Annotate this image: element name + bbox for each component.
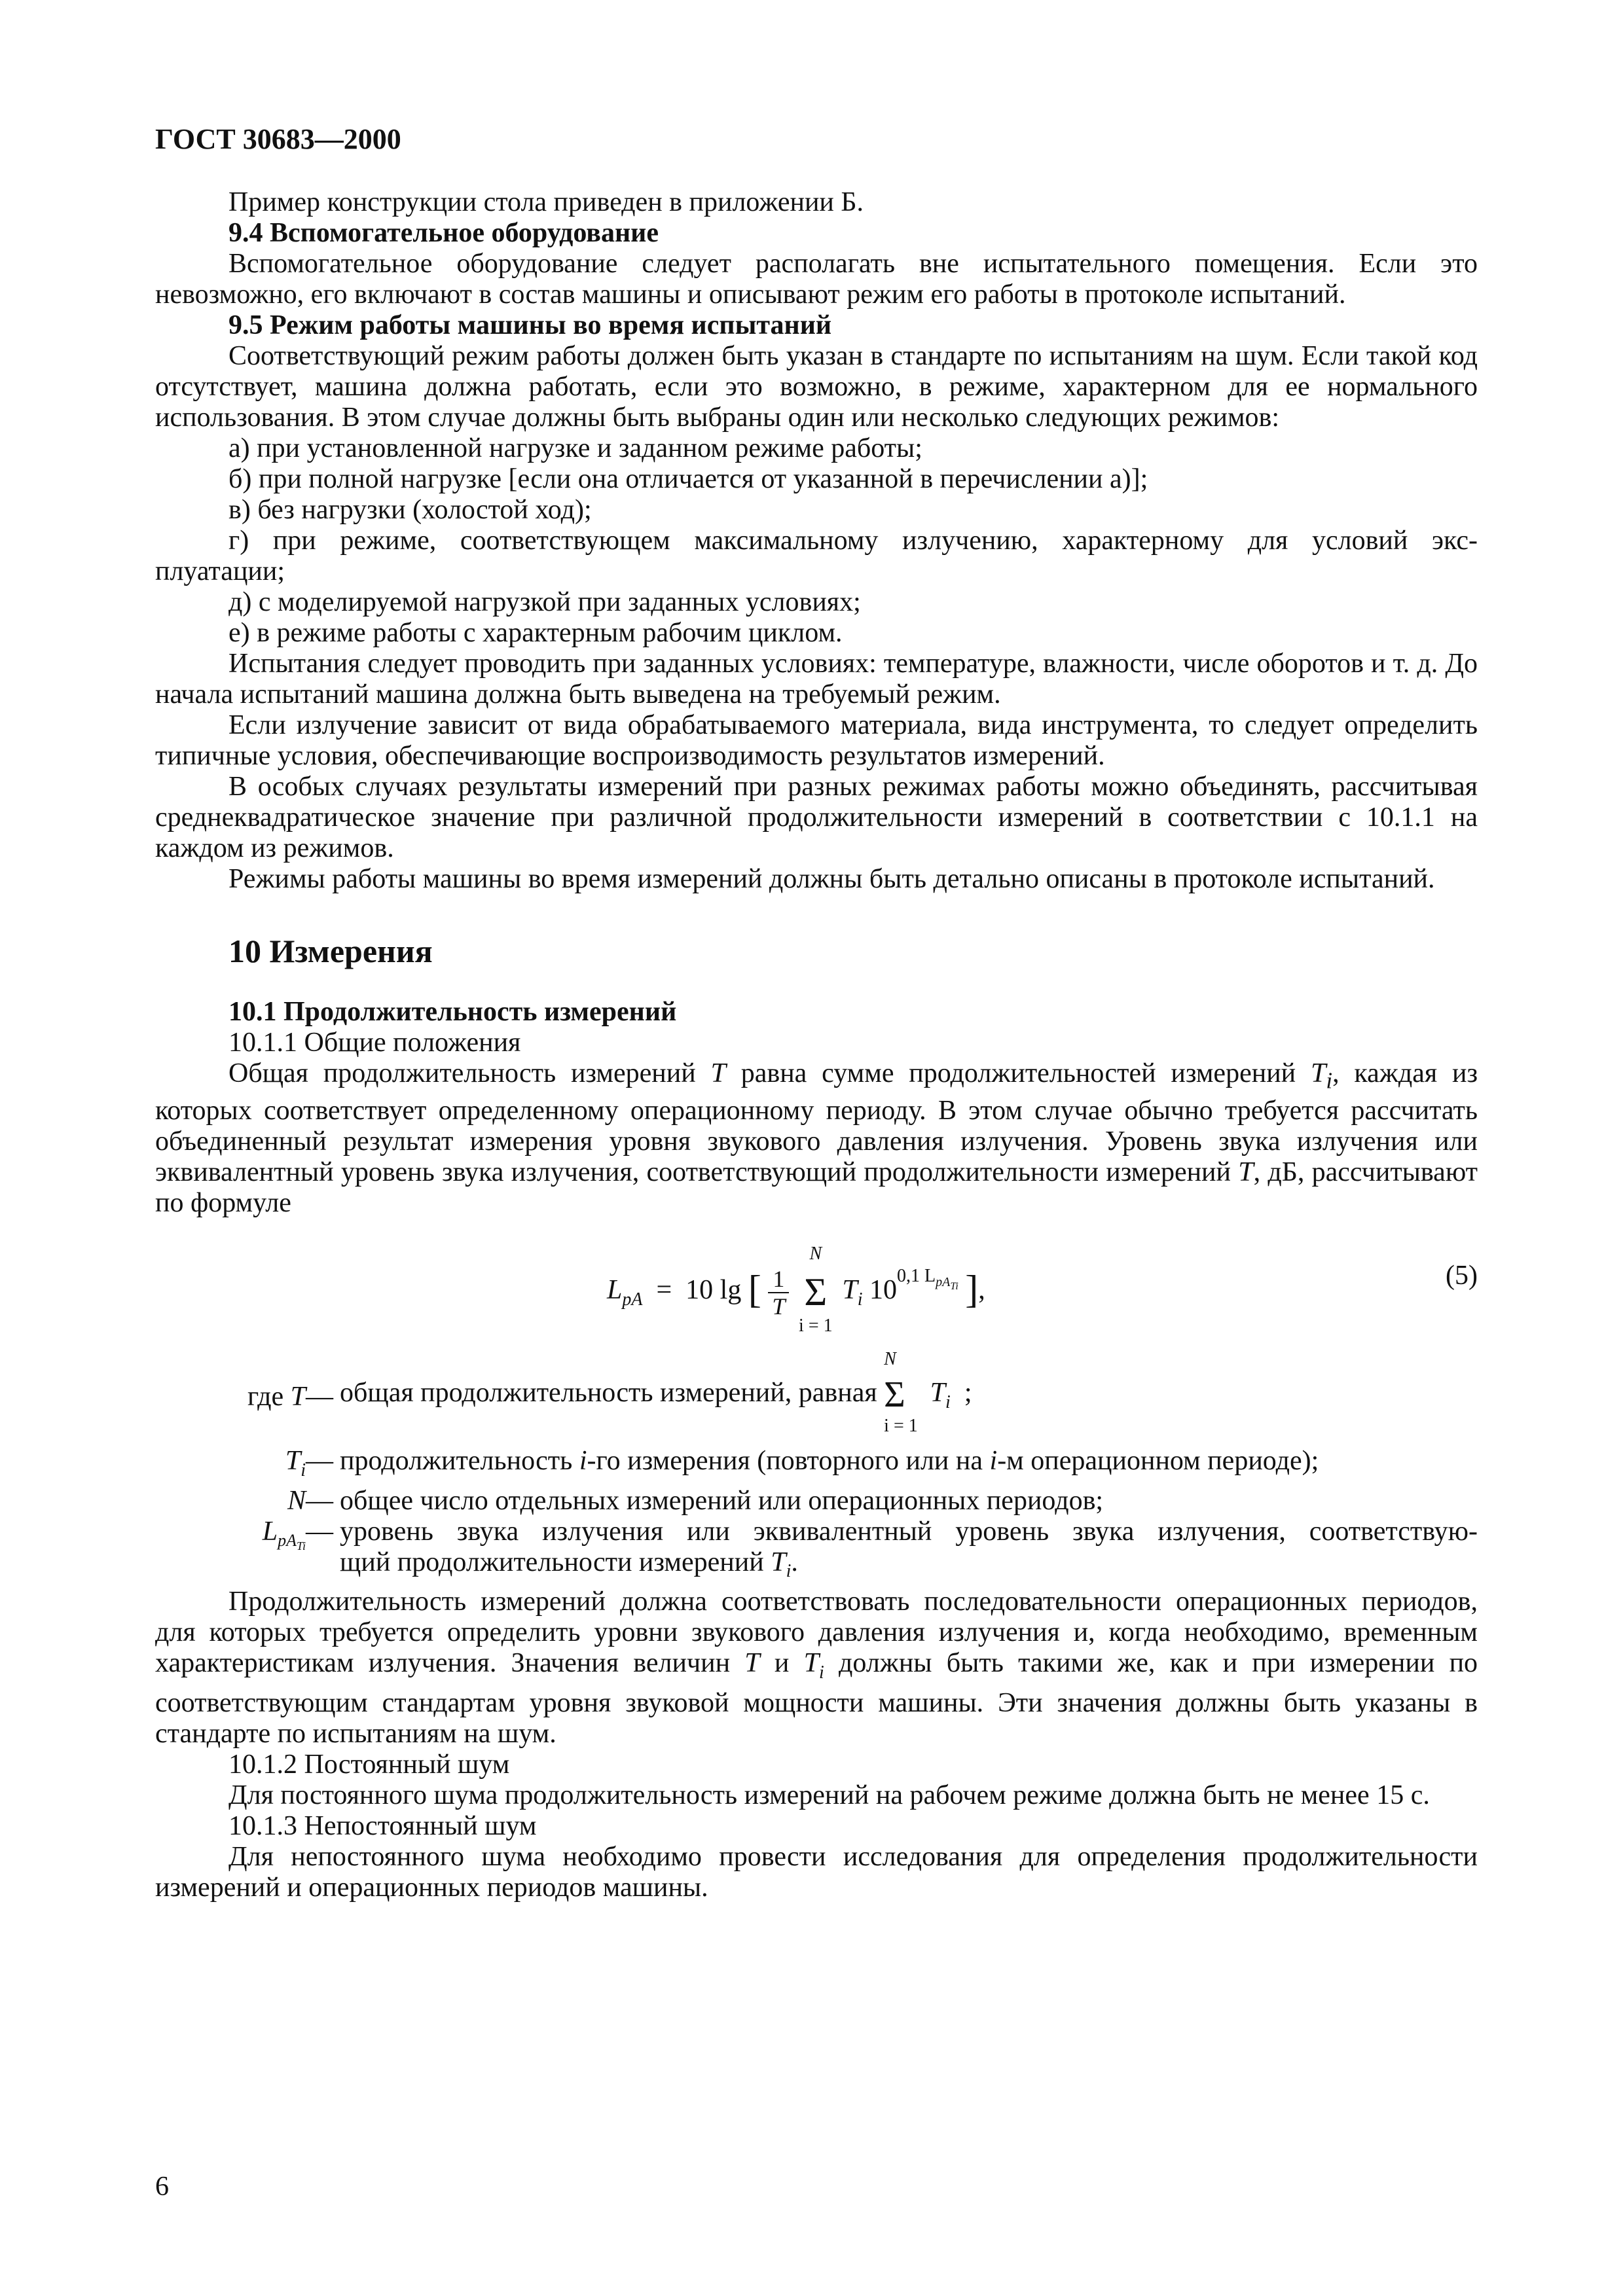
formula-fraction: $\frac{1}{T}$ <box>768 1266 789 1319</box>
formula-legend <box>155 1348 1478 1587</box>
section-title-10: 10 Измерения <box>228 933 433 969</box>
paragraph-special-cases: В особых случаях результаты измерений при разных режимах работы можно объединять, рассчитывая среднеквадратическое значение при различной продолжительности измерений в соответствии с 10.1.1 на каждом из режимов. <box>155 772 1478 863</box>
summation-symbol-legend: N Σ i = 1 <box>884 1349 918 1437</box>
paragraph-9-5: Соответствующий режим работы должен быть указан в стандарте по испытаниям на шум. Если такой код отсутствует, машина должна работать, если это возможно, в режиме, характерном для ее нормального использования. В этом случае должны быть выбраны один или несколько следующих режимов: <box>155 341 1478 433</box>
paragraph-10-1-3: Для непостоянного шума необходимо провести исследования для определения продолжительности измерений и операционных периодов машины. <box>155 1841 1478 1903</box>
paragraph-modes: Режимы работы машины во время измерений должны быть детально описаны в протоколе испытаний. <box>228 864 1435 894</box>
spacer <box>155 971 1478 997</box>
legend-row-Ti: $T_i$ — продолжительность i-го измерения (повторного или на i-м операционном периоде); <box>285 1446 1319 1480</box>
heading-9-5: 9.5 Режим работы машины во время испытаний <box>228 310 832 340</box>
page-header: ГОСТ 30683—2000 <box>155 123 401 155</box>
list-item-g: г) при режиме, соответствующем максимальному излучению, характерному для условий экс- <box>228 526 1478 556</box>
legend-row-N: N — общее число отдельных измерений или операционных периодов; <box>287 1485 1104 1516</box>
paragraph-material: Если излучение зависит от вида обрабатываемого материала, вида инструмента, то следует определить типичные условия, обеспечивающие воспроизводимость результатов измерений. <box>155 710 1478 771</box>
paragraph-conditions: Испытания следует проводить при заданных условиях: температуре, влажности, числе оборотов и т. д. До начала испытаний машина должна быть выведена на требуемый режим. <box>155 649 1478 709</box>
heading-10-1: 10.1 Продолжительность измерений <box>228 997 677 1027</box>
heading-10-1-2: 10.1.2 Постоянный шум <box>228 1749 510 1780</box>
paragraph-table-example: Пример конструкции стола приведен в приложении Б. <box>228 187 864 217</box>
list-item-a: а) при установленной нагрузке и заданном режиме работы; <box>228 433 922 463</box>
heading-10-1-3: 10.1.3 Непостоянный шум <box>228 1810 537 1841</box>
formula-5 <box>155 1228 1478 1342</box>
list-item-e: е) в режиме работы с характерным рабочим циклом. <box>228 618 843 648</box>
paragraph-10-1-2: Для постоянного шума продолжительность измерений на рабочем режиме должна быть не менее 15 с. <box>228 1780 1430 1810</box>
list-item-b: б) при полной нагрузке [если она отличается от указанной в перечислении а)]; <box>228 464 1148 494</box>
paragraph-9-4: Вспомогательное оборудование следует располагать вне испытательного помещения. Если это невозможно, его включают в состав машины и описывают режим его работы в протоколе испытаний. <box>155 249 1478 310</box>
heading-9-4: 9.4 Вспомогательное оборудование <box>228 218 659 248</box>
list-item-g-cont: плуатации; <box>155 556 285 586</box>
paragraph-10-1-1: Общая продолжительность измерений T равна сумме продолжительностей измерений $T_i$, каждая из которых соответствует определенному операционному периоду. В этом случае обычно требуется рассчитать объединенный результат измерения уровня звукового давления излучения. Уровень звука излучения или эквивалентный уровень звука излучения, соответствующий продолжительности измерений T, дБ, рассчитывают по формуле <box>155 1058 1478 1219</box>
heading-10-1-1: 10.1.1 Общие положения <box>228 1028 521 1058</box>
list-item-d: д) с моделируемой нагрузкой при заданных условиях; <box>228 587 861 617</box>
formula-number: (5) <box>1446 1261 1478 1291</box>
summation-symbol: N Σ i = 1 <box>799 1244 833 1336</box>
legend-row-T: где T — общая продолжительность измерений, равная N Σ i = 1 $T_i$ ; <box>247 1349 972 1437</box>
formula-expression: $L_{pA} = 10$ lg [ $\frac{1}{T}$ N Σ i = 1 $T_i$ $10^{0,1 L_{pA_{Ti}}}$ ], <box>607 1244 985 1336</box>
document-body <box>155 187 1478 1903</box>
legend-row-L: $L_{pA_{Ti}}$ — уровень звука излучения или эквивалентный уровень звука излучения, соответствую- щий продолжительности измерений $T_i$. <box>262 1516 1478 1582</box>
page-number: 6 <box>155 2172 169 2202</box>
list-item-v: в) без нагрузки (холостой ход); <box>228 495 592 525</box>
paragraph-sequence: Продолжительность измерений должна соответствовать последовательности операционных периодов, для которых требуется определить уровни звукового давления излучения и, когда необходимо, временным характеристикам излучения. Значения величин T и $T_i$ должны быть такими же, как и при измерении по соответствующим стандартам уровня звуковой мощности машины. Эти значения должны быть указаны в стандарте по испытаниям на шум. <box>155 1587 1478 1749</box>
